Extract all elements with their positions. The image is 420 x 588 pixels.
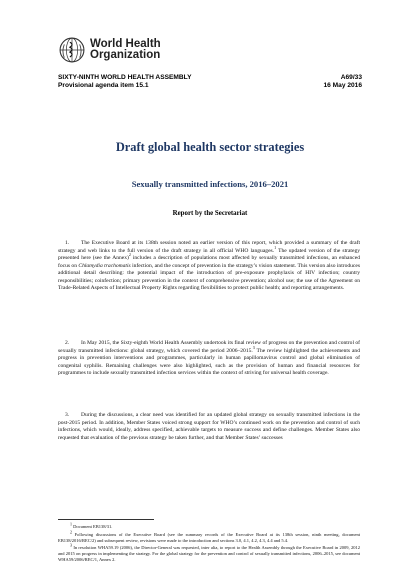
footnote xyxy=(58,521,360,530)
organization-name xyxy=(90,39,161,61)
paragraph-2 xyxy=(58,340,360,378)
paragraph-number: 1. xyxy=(65,240,70,246)
header-right xyxy=(324,74,363,90)
paragraph-1 xyxy=(58,240,360,293)
paragraph-text: The updated version of the strategy presented here (see the Annex) xyxy=(58,247,360,261)
header-left xyxy=(58,74,191,90)
footnote-divider xyxy=(58,519,154,520)
document-date: 16 May 2016 xyxy=(323,82,362,89)
document-subtitle: Sexually transmitted infections, 2016–2021 xyxy=(131,179,289,189)
paragraph-text: includes a description of populations most affected by sexually transmitted infections, an enhanced focus on xyxy=(58,255,360,269)
agenda-item: Provisional agenda item 15.1 xyxy=(58,82,149,89)
paragraph-text: The Executive Board at its 138th session noted an earlier version of this report, which provided a summary of the draft strategy and web links to the full version of the draft strategy in all official WHO languages. xyxy=(58,240,360,254)
document-number: A69/33 xyxy=(340,74,362,81)
footnote-text: In resolution WHA59.19 (2006), the Director-General was requested, inter alia, to report to the Health Assembly through the Executive Board in 2009, 2012 and 2015 on progress in implementing the strategy. For the global strategy for the prevention and control of sexually transmitted infections, 2006–2015, see document WHA59/2006/REC/1, Annex 2. xyxy=(58,545,360,562)
footnote-text: Document EB138/31. xyxy=(72,524,113,529)
paragraph-text: During the discussions, a clear need was identified for an updated global strategy on sexually transmitted infections in the post-2015 period. In addition, Member States voiced strong support for WHO’s continued work on the prevention and control of such infections, which would, ideally, address specified, achievable targets to measure success and define challenges. Member States also requested that evaluation of the previous strategy be taken further, and that Member States’ successes xyxy=(58,412,360,441)
footnote-marker: 3 xyxy=(70,542,72,548)
organization-name-line1: World Health xyxy=(90,38,161,50)
footnote xyxy=(58,529,360,544)
footnote-ref: 2 xyxy=(128,252,131,258)
italic-term: Chlamydia trachomatis xyxy=(78,262,131,269)
assembly-name: SIXTY-NINTH WORLD HEALTH ASSEMBLY xyxy=(58,74,192,81)
footnote-ref: 3 xyxy=(252,344,255,350)
paragraph-text: The review highlighted the achievements and progress in prevention interventions and programmes, particularly in human papillomavirus control and global elimination of congenital syphilis. Remaining challenges were also highlighted, such as the provision of human and financial resources for programmes to include sexually transmitted infection services within the context of striving for universal health coverage. xyxy=(58,347,360,376)
footnote-marker: 2 xyxy=(70,529,72,535)
footnote-ref: 1 xyxy=(274,244,277,250)
paragraph-text: In May 2015, the Sixty-eighth World Health Assembly undertook its final review of progress on the prevention and control of sexually transmitted infections: global strategy, which covered the period 2006–2015. xyxy=(58,340,360,354)
paragraph-3 xyxy=(58,412,360,442)
footnote-marker: 1 xyxy=(70,521,72,527)
footnote xyxy=(58,542,360,562)
footnote-text: Following discussions of the Executive Board (see the summary records of the Executive Board at its 138th session, ninth meeting, document EB138/2016/REC/2) and subsequent review, revisions were made to the introduction and sections 3.0, 4.1, 4.2, 4.3, 4.4 and 5.4. xyxy=(58,531,360,543)
report-byline: Report by the Secretariat xyxy=(172,210,248,217)
paragraph-text: infection, and the concept of prevention in the strategy’s vision statement. This version also introduces additional detail describing: the potential impact of the introduction of pre-exposure prophylaxis of HIV infection; country responsibilities; coinfection; primary prevention in the context of comprehensive prevention; alcohol use; the use of the Agreement on Trade-Related Aspects of Intellectual Property Rights regarding flexibilities to protect public health; and reporting arrangements. xyxy=(58,262,360,291)
footnotes xyxy=(58,521,360,565)
who-logo xyxy=(58,36,161,64)
who-emblem-icon xyxy=(58,36,86,64)
document-title: Draft global health sector strategies xyxy=(115,140,305,154)
paragraph-number: 2. xyxy=(65,340,70,346)
organization-name-line2: Organization xyxy=(90,49,161,61)
paragraph-number: 3. xyxy=(65,412,70,418)
